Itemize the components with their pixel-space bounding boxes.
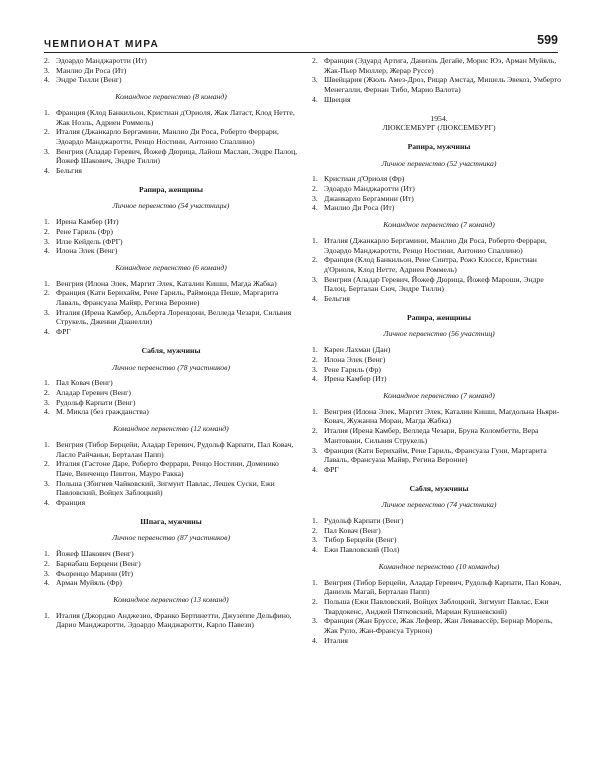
championship-location: ЛЮКСЕМБУРГ (ЛЮКСЕМБУРГ) — [382, 123, 496, 133]
result-text: Франция (Кати Берихайм, Рене Гариль, Раймонда Пеше, Маргарита Лаваль, Франсуаза Майяр, Регина Вероннe) — [56, 288, 279, 308]
placement-number: 3. — [44, 65, 50, 75]
section-subtitle: Личное первенство (54 участницы) — [112, 201, 230, 211]
result-entry — [44, 308, 298, 327]
result-text: Франция — [56, 498, 86, 508]
result-text: Илона Элек (Венг) — [56, 246, 118, 256]
foil-women-individual-list — [44, 217, 298, 256]
sabre-men-team-list — [44, 440, 298, 508]
foil-women-individual-list — [312, 345, 566, 384]
result-entry — [44, 217, 298, 227]
result-text: Бельгия — [56, 166, 82, 176]
result-entry — [312, 374, 566, 384]
placement-number: 3. — [312, 616, 318, 626]
epee-men-team-list — [44, 611, 298, 630]
result-entry — [312, 345, 566, 355]
result-entry — [312, 578, 566, 597]
result-text: Ежи Павловский (Пол) — [324, 545, 400, 555]
placement-number: 4. — [44, 407, 50, 417]
placement-number: 2. — [44, 558, 50, 568]
result-entry — [312, 75, 566, 94]
result-entry — [44, 578, 298, 588]
section-subtitle: Командное первенство (12 команд) — [113, 424, 229, 434]
placement-number: 1. — [44, 610, 50, 620]
result-text: Венгрия (Аладар Геревич, Йожеф Дюрица, Лайош Маслаи, Эндре Палоц, Йожеф Шакович, Эндре Тилли) — [56, 146, 298, 166]
section-subtitle: Личное первенство (56 участниц) — [383, 329, 495, 339]
result-entry — [44, 378, 298, 388]
placement-number: 1. — [44, 217, 50, 227]
result-entry — [44, 279, 298, 289]
result-entry — [44, 611, 298, 630]
right-column — [312, 56, 566, 645]
result-text: Рудольф Карпати (Венг) — [56, 397, 136, 407]
placement-number: 3. — [312, 445, 318, 455]
placement-number: 1. — [44, 378, 50, 388]
placement-number: 4. — [312, 464, 318, 474]
placement-number: 2. — [312, 426, 318, 436]
result-entry — [44, 440, 298, 459]
result-text: Венгрия (Аладар Геревич, Йожеф Дюрица, Йожеф Мароши, Эндре Палоц, Берталан Сюч, Эндре Тилли) — [324, 274, 544, 294]
result-entry — [312, 526, 566, 536]
result-entry — [44, 66, 298, 76]
result-text: Карен Лахман (Дан) — [324, 345, 391, 355]
result-entry — [312, 275, 566, 294]
result-entry — [44, 569, 298, 579]
placement-number: 4. — [44, 327, 50, 337]
placement-number: 1. — [312, 345, 318, 355]
result-entry — [44, 237, 298, 247]
result-text: Франция (Эдуард Артига, Даниэль Дегайе, Морис Юэ, Арман Муйяль, Жак-Пьер Мюллер, Жерар Руссе) — [324, 56, 557, 75]
placement-number: 2. — [44, 387, 50, 397]
result-entry — [312, 203, 566, 213]
result-text: Рудольф Карпати (Венг) — [324, 516, 404, 526]
placement-number: 3. — [312, 364, 318, 374]
running-header — [44, 33, 558, 51]
placement-number: 1. — [44, 549, 50, 559]
foil-women-team-list — [44, 279, 298, 337]
foil-women-team-list — [312, 407, 566, 475]
result-text: Польша (Ежи Павловский, Войцех Заблоцкий, Зигмунт Павлас, Ежи Твардокенс, Анджей Пятковский, Мариан Кушневский) — [324, 596, 549, 616]
result-entry — [312, 255, 566, 274]
placement-number: 4. — [312, 94, 318, 104]
placement-number: 3. — [44, 236, 50, 246]
result-text: Манлио Ди Роса (Ит) — [324, 203, 395, 213]
placement-number: 4. — [44, 75, 50, 85]
result-entry — [44, 246, 298, 256]
placement-number: 3. — [44, 307, 50, 317]
result-text: ФРГ — [324, 464, 339, 474]
result-text: Франция (Кати Берихайм, Рене Гариль, Франсуаза Гуни, Маргарита Лаваль, Франсуаза Майяр, Регина Вероннe) — [324, 445, 547, 465]
result-entry — [44, 75, 298, 85]
placement-number: 2. — [44, 56, 50, 65]
result-text: Илзе Кейдель (ФРГ) — [56, 236, 123, 246]
result-text: Италия (Ирена Камбер, Велледа Чезари, Бруна Коломбетти, Вера Мантовани, Сильвия Струкель) — [324, 426, 539, 445]
sabre-men-individual-list — [312, 516, 566, 555]
result-entry — [312, 294, 566, 304]
section-subtitle: Командное первенство (7 команд) — [383, 390, 495, 400]
placement-number: 4. — [312, 545, 318, 555]
placement-number: 3. — [312, 274, 318, 284]
result-entry — [44, 459, 298, 478]
result-text: Пал Ковач (Венг) — [324, 525, 381, 535]
foil-men-individual-continued — [44, 56, 298, 85]
result-text: Джанкарло Бергамини (Ит) — [324, 193, 414, 203]
placement-number: 2. — [44, 226, 50, 236]
result-text: Франция (Клод Банкильон, Кристиан д'Ориоля, Жак Латаст, Клод Нетте, Жак Ноэль, Адриен Роммель) — [56, 107, 295, 127]
result-text: Швеция — [324, 94, 351, 104]
placement-number: 4. — [44, 578, 50, 588]
result-entry — [44, 549, 298, 559]
result-text: Венгрия (Тибор Берцейи, Аладар Геревич, Рудольф Карпати, Пал Ковач, Ласло Райчаньи, Берталан Папп) — [56, 439, 294, 459]
result-text: Италия (Джорджо Анджезио, Франко Бертинетти, Джузеппе Дельфино, Дарио Манджаротти, Эдоардо Манджаротти, Карло Павези) — [56, 610, 292, 630]
result-text: Эдоардо Манджаротти (Ит) — [56, 56, 147, 65]
result-entry — [44, 327, 298, 337]
placement-number: 1. — [312, 174, 318, 184]
result-entry — [312, 407, 566, 426]
result-entry — [44, 147, 298, 166]
result-entry — [44, 108, 298, 127]
result-entry — [44, 398, 298, 408]
placement-number: 3. — [44, 568, 50, 578]
result-entry — [44, 479, 298, 498]
result-text: Рене Гариль (Фр) — [324, 364, 381, 374]
placement-number: 1. — [312, 516, 318, 526]
result-entry — [44, 498, 298, 508]
result-text: Кристиан д'Ориоля (Фр) — [324, 174, 405, 184]
result-text: Швейцария (Жюль Амез-Дроз, Рицар Амстад, Мишель Эвекоз, Умберто Менегалли, Фернан Тибо, Марио Валота) — [324, 75, 561, 95]
result-entry — [44, 127, 298, 146]
placement-number: 2. — [44, 288, 50, 298]
placement-number: 2. — [312, 596, 318, 606]
placement-number: 4. — [44, 246, 50, 256]
placement-number: 3. — [44, 146, 50, 156]
placement-number: 4. — [312, 374, 318, 384]
result-text: Тибор Берцейи (Венг) — [324, 535, 397, 545]
placement-number: 1. — [312, 577, 318, 587]
result-entry — [312, 174, 566, 184]
section-subtitle: Командное первенство (6 команд) — [115, 262, 227, 272]
section-subtitle: Командное первенство (7 команд) — [383, 220, 495, 230]
result-entry — [312, 446, 566, 465]
result-text: Манлио Ди Роса (Ит) — [56, 65, 127, 75]
foil-men-team-list — [44, 108, 298, 176]
result-text: Италия (Ирена Камбер, Альберта Лоренцони, Велледа Чезари, Сильвия Струкель, Дженни Дзанелли) — [56, 307, 292, 327]
result-text: Арман Муйяль (Фр) — [56, 578, 122, 588]
placement-number: 1. — [44, 439, 50, 449]
result-entry — [312, 465, 566, 475]
placement-number: 2. — [312, 255, 318, 265]
result-entry — [312, 95, 566, 105]
placement-number: 4. — [44, 166, 50, 176]
section-subtitle: Личное первенство (74 участника) — [381, 500, 497, 510]
section-subtitle: Командное первенство (8 команд) — [115, 92, 227, 102]
result-text: Италия — [324, 635, 348, 645]
section-heading: Сабля, мужчины — [409, 483, 469, 493]
header-rule — [44, 52, 558, 53]
result-text: Барнабаш Берцени (Венг) — [56, 558, 141, 568]
section-heading: Шпага, мужчины — [140, 516, 202, 526]
result-text: Ирена Камбер (Ит) — [56, 217, 119, 227]
placement-number: 2. — [312, 184, 318, 194]
result-entry — [44, 407, 298, 417]
placement-number: 1. — [44, 278, 50, 288]
result-entry — [312, 56, 566, 75]
placement-number: 2. — [44, 459, 50, 469]
result-entry — [312, 535, 566, 545]
result-text: Венгрия (Тибор Берцейи, Аладар Геревич, Рудольф Карпати, Пал Ковач, Даниэль Магай, Берталан Папп) — [324, 577, 562, 597]
section-subtitle: Личное первенство (52 участника) — [381, 158, 497, 168]
result-text: Фьоренцо Марини (Ит) — [56, 568, 134, 578]
page-number: 599 — [537, 33, 558, 47]
result-text: Аладар Геревич (Венг) — [56, 387, 131, 397]
result-text: Йожеф Шакович (Венг) — [56, 549, 134, 559]
epee-men-individual-list — [44, 549, 298, 588]
result-entry — [312, 597, 566, 616]
sabre-men-individual-list — [44, 378, 298, 417]
placement-number: 4. — [312, 635, 318, 645]
championship-year: 1954. — [430, 113, 448, 123]
header-title: ЧЕМПИОНАТ МИРА — [44, 39, 160, 50]
result-entry — [312, 236, 566, 255]
result-text: ФРГ — [56, 327, 71, 337]
placement-number: 2. — [312, 354, 318, 364]
placement-number: 2. — [312, 56, 318, 65]
result-text: Франция (Клод Банкильон, Рене Синтра, Рожэ Клоссе, Кристиан д'Ориоля, Клод Нетте, Адриен Роммель) — [324, 255, 537, 274]
result-entry — [312, 355, 566, 365]
section-heading: Сабля, мужчины — [141, 345, 201, 355]
result-text: Рене Гариль (Фр) — [56, 226, 113, 236]
result-text: Венгрия (Илона Элек, Маргит Элек, Каталин Кишш, Магдольна Ньяри-Ковач, Жужанна Моран, Магда Жабка) — [324, 406, 560, 426]
result-text: Италия (Джанкарло Бергамини, Манлио Ди Роса, Роберто Феррари, Эдоардо Манджаротти, Ренцо Ностини, Антонио Спаллино) — [324, 235, 547, 255]
result-entry — [44, 166, 298, 176]
result-entry — [312, 365, 566, 375]
section-heading: Рапира, мужчины — [407, 141, 471, 151]
placement-number: 4. — [44, 498, 50, 508]
result-text: Франция (Жан Бруссе, Жак Лефевр, Жан Левавассёр, Бернар Морель, Жак Руло, Жан-Франсуа Турнон) — [324, 616, 553, 636]
sabre-men-team-list — [312, 578, 566, 646]
result-entry — [44, 559, 298, 569]
result-entry — [44, 227, 298, 237]
placement-number: 1. — [312, 406, 318, 416]
result-entry — [44, 288, 298, 307]
placement-number: 3. — [44, 397, 50, 407]
result-entry — [312, 516, 566, 526]
placement-number: 3. — [312, 535, 318, 545]
placement-number: 4. — [312, 294, 318, 304]
result-entry — [44, 388, 298, 398]
result-entry — [312, 194, 566, 204]
result-text: Италия (Джанкарло Бергамини, Манлио Ди Роса, Роберто Феррари, Эдоардо Манджаротти, Ренцо Ностини, Антонио Спаллино) — [56, 127, 279, 146]
placement-number: 2. — [44, 127, 50, 137]
placement-number: 4. — [312, 203, 318, 213]
result-text: Италия (Гастоне Даре, Роберто Феррари, Ренцо Ностини, Доменико Паче, Винченцо Пинтон, Мауро Ракка) — [56, 459, 279, 478]
placement-number: 3. — [312, 75, 318, 85]
result-entry — [312, 545, 566, 555]
section-heading: Рапира, женщины — [407, 312, 471, 322]
result-text: Эндре Тилли (Венг) — [56, 75, 122, 85]
section-heading: Рапира, женщины — [139, 184, 203, 194]
result-text: Пал Ковач (Венг) — [56, 378, 113, 388]
placement-number: 3. — [312, 193, 318, 203]
section-subtitle: Личное первенство (78 участников) — [111, 362, 231, 372]
result-text: Ирена Камбер (Ит) — [324, 374, 387, 384]
result-text: Венгрия (Илона Элек, Маргит Элек, Каталин Кишш, Магда Жабка) — [56, 278, 277, 288]
section-subtitle: Личное первенство (87 участников) — [111, 533, 231, 543]
result-text: Польша (Збигнев Чайковский, Зигмунт Павлас, Лешек Суски, Ежи Павловский, Войцех Заблоцкий) — [56, 478, 275, 498]
left-column — [44, 56, 298, 630]
placement-number: 2. — [312, 525, 318, 535]
result-text: Бельгия — [324, 294, 350, 304]
epee-men-team-continued — [312, 56, 566, 105]
foil-men-team-list — [312, 236, 566, 304]
result-text: Эдоардо Манджаротти (Ит) — [324, 184, 415, 194]
placement-number: 1. — [44, 107, 50, 117]
placement-number: 3. — [44, 478, 50, 488]
foil-men-individual-list — [312, 174, 566, 213]
result-entry — [44, 56, 298, 66]
result-entry — [312, 184, 566, 194]
placement-number: 1. — [312, 235, 318, 245]
result-entry — [312, 636, 566, 646]
result-text: Илона Элек (Венг) — [324, 354, 386, 364]
result-entry — [312, 426, 566, 445]
result-text: М. Микла (без гражданства) — [56, 407, 149, 417]
result-entry — [312, 616, 566, 635]
section-subtitle: Командное первенство (10 команды) — [378, 561, 500, 571]
section-subtitle: Командное первенство (13 команд) — [113, 594, 229, 604]
